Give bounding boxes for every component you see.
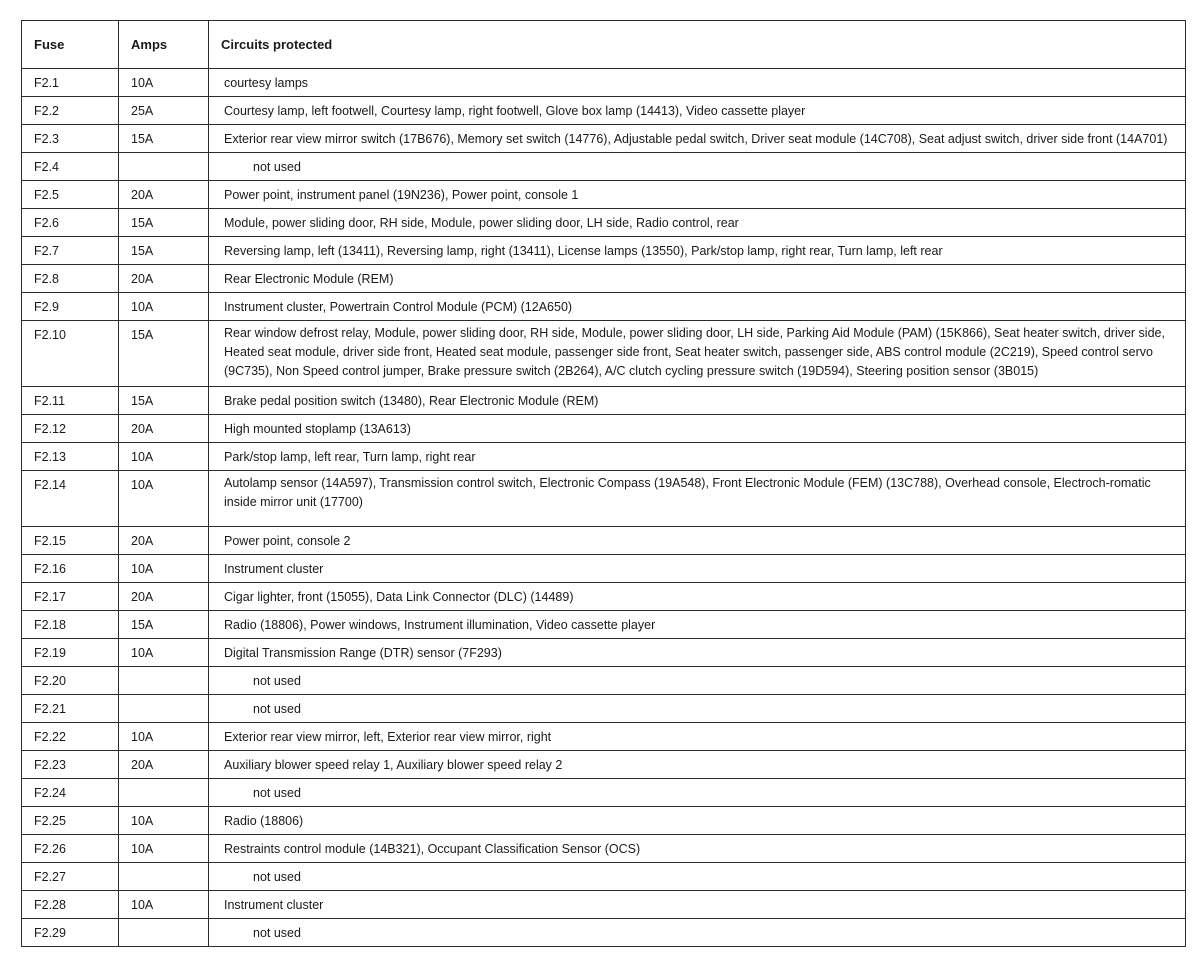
amps-cell: 10A xyxy=(119,639,209,667)
fuse-cell: F2.6 xyxy=(22,209,119,237)
amps-cell xyxy=(119,779,209,807)
amps-cell: 10A xyxy=(119,891,209,919)
table-row xyxy=(22,125,1186,153)
amps-cell xyxy=(119,863,209,891)
fuse-cell: F2.27 xyxy=(22,863,119,891)
fuse-cell: F2.29 xyxy=(22,919,119,947)
circuits-cell: Instrument cluster xyxy=(209,891,1186,919)
circuits-cell: High mounted stoplamp (13A613) xyxy=(209,415,1186,443)
table-row xyxy=(22,97,1186,125)
fuse-cell: F2.9 xyxy=(22,293,119,321)
table-row xyxy=(22,321,1186,387)
fuse-cell: F2.7 xyxy=(22,237,119,265)
table-row xyxy=(22,387,1186,415)
table-row xyxy=(22,779,1186,807)
table-row xyxy=(22,527,1186,555)
amps-cell: 20A xyxy=(119,181,209,209)
table-row xyxy=(22,153,1186,181)
amps-cell: 15A xyxy=(119,387,209,415)
circuits-cell: not used xyxy=(209,863,1186,891)
header-circuits: Circuits protected xyxy=(209,21,1186,69)
amps-cell: 20A xyxy=(119,751,209,779)
table-row xyxy=(22,209,1186,237)
table-row xyxy=(22,471,1186,527)
table-row xyxy=(22,293,1186,321)
table-row xyxy=(22,583,1186,611)
fuse-cell: F2.20 xyxy=(22,667,119,695)
amps-cell: 10A xyxy=(119,471,209,527)
fuse-table xyxy=(21,20,1186,947)
amps-cell: 15A xyxy=(119,209,209,237)
fuse-cell: F2.21 xyxy=(22,695,119,723)
amps-cell: 25A xyxy=(119,97,209,125)
circuits-cell: Radio (18806) xyxy=(209,807,1186,835)
fuse-cell: F2.11 xyxy=(22,387,119,415)
circuits-cell: Digital Transmission Range (DTR) sensor (7F293) xyxy=(209,639,1186,667)
fuse-cell: F2.8 xyxy=(22,265,119,293)
fuse-cell: F2.23 xyxy=(22,751,119,779)
circuits-cell: Rear window defrost relay, Module, power sliding door, RH side, Module, power sliding door, LH side, Parking Aid Module (PAM) (15K866), Seat heater switch, driver side, Heated seat module, driver side front, Heated seat module, passenger side front, Seat heater switch, passenger side, ABS control module (2C219), Speed control servo (9C735), Non Speed control jumper, Brake pressure switch (2B264), A/C clutch cycling pressure switch (19D594), Steering position sensor (3B015) xyxy=(209,321,1186,387)
table-body xyxy=(22,69,1186,947)
fuse-cell: F2.17 xyxy=(22,583,119,611)
amps-cell xyxy=(119,919,209,947)
fuse-cell: F2.2 xyxy=(22,97,119,125)
fuse-cell: F2.16 xyxy=(22,555,119,583)
amps-cell: 20A xyxy=(119,527,209,555)
circuits-cell: Autolamp sensor (14A597), Transmission control switch, Electronic Compass (19A548), Front Electronic Module (FEM) (13C788), Overhead console, Electroch-romatic inside mirror unit (17700) xyxy=(209,471,1186,527)
circuits-cell: Exterior rear view mirror, left, Exterior rear view mirror, right xyxy=(209,723,1186,751)
circuits-cell: Rear Electronic Module (REM) xyxy=(209,265,1186,293)
table-row xyxy=(22,695,1186,723)
circuits-cell: courtesy lamps xyxy=(209,69,1186,97)
circuits-cell: Module, power sliding door, RH side, Module, power sliding door, LH side, Radio control, rear xyxy=(209,209,1186,237)
amps-cell: 10A xyxy=(119,443,209,471)
amps-cell: 20A xyxy=(119,583,209,611)
fuse-cell: F2.10 xyxy=(22,321,119,387)
fuse-cell: F2.26 xyxy=(22,835,119,863)
table-row xyxy=(22,415,1186,443)
table-row xyxy=(22,555,1186,583)
fuse-cell: F2.12 xyxy=(22,415,119,443)
table-row xyxy=(22,667,1186,695)
amps-cell: 15A xyxy=(119,125,209,153)
amps-cell: 10A xyxy=(119,555,209,583)
fuse-cell: F2.25 xyxy=(22,807,119,835)
amps-cell: 10A xyxy=(119,293,209,321)
fuse-cell: F2.14 xyxy=(22,471,119,527)
table-row xyxy=(22,919,1186,947)
fuse-cell: F2.5 xyxy=(22,181,119,209)
table-row xyxy=(22,443,1186,471)
header-amps: Amps xyxy=(119,21,209,69)
fuse-cell: F2.15 xyxy=(22,527,119,555)
table-row xyxy=(22,265,1186,293)
table-row xyxy=(22,891,1186,919)
amps-cell: 15A xyxy=(119,237,209,265)
circuits-cell: not used xyxy=(209,919,1186,947)
circuits-cell: not used xyxy=(209,695,1186,723)
amps-cell: 10A xyxy=(119,69,209,97)
circuits-cell: Reversing lamp, left (13411), Reversing lamp, right (13411), License lamps (13550), Park/stop lamp, right rear, Turn lamp, left rear xyxy=(209,237,1186,265)
table-row xyxy=(22,751,1186,779)
fuse-cell: F2.22 xyxy=(22,723,119,751)
amps-cell: 10A xyxy=(119,723,209,751)
table-row xyxy=(22,639,1186,667)
circuits-cell: Cigar lighter, front (15055), Data Link Connector (DLC) (14489) xyxy=(209,583,1186,611)
table-header-row xyxy=(22,21,1186,69)
circuits-cell: Instrument cluster xyxy=(209,555,1186,583)
fuse-cell: F2.1 xyxy=(22,69,119,97)
table-row xyxy=(22,863,1186,891)
circuits-cell: Auxiliary blower speed relay 1, Auxiliary blower speed relay 2 xyxy=(209,751,1186,779)
circuits-cell: Power point, console 2 xyxy=(209,527,1186,555)
amps-cell: 10A xyxy=(119,807,209,835)
circuits-cell: Park/stop lamp, left rear, Turn lamp, right rear xyxy=(209,443,1186,471)
amps-cell xyxy=(119,153,209,181)
circuits-cell: Brake pedal position switch (13480), Rear Electronic Module (REM) xyxy=(209,387,1186,415)
table-row xyxy=(22,181,1186,209)
amps-cell xyxy=(119,695,209,723)
header-fuse: Fuse xyxy=(22,21,119,69)
circuits-cell: Exterior rear view mirror switch (17B676), Memory set switch (14776), Adjustable pedal switch, Driver seat module (14C708), Seat adjust switch, driver side front (14A701) xyxy=(209,125,1186,153)
circuits-cell: not used xyxy=(209,153,1186,181)
circuits-cell: Restraints control module (14B321), Occupant Classification Sensor (OCS) xyxy=(209,835,1186,863)
amps-cell: 15A xyxy=(119,321,209,387)
table-row xyxy=(22,807,1186,835)
amps-cell: 15A xyxy=(119,611,209,639)
fuse-cell: F2.4 xyxy=(22,153,119,181)
circuits-cell: Courtesy lamp, left footwell, Courtesy lamp, right footwell, Glove box lamp (14413), Video cassette player xyxy=(209,97,1186,125)
fuse-cell: F2.3 xyxy=(22,125,119,153)
fuse-cell: F2.24 xyxy=(22,779,119,807)
table-row xyxy=(22,237,1186,265)
fuse-cell: F2.28 xyxy=(22,891,119,919)
table-row xyxy=(22,69,1186,97)
fuse-cell: F2.19 xyxy=(22,639,119,667)
amps-cell: 10A xyxy=(119,835,209,863)
amps-cell: 20A xyxy=(119,415,209,443)
table-row xyxy=(22,723,1186,751)
circuits-cell: not used xyxy=(209,779,1186,807)
circuits-cell: not used xyxy=(209,667,1186,695)
circuits-cell: Radio (18806), Power windows, Instrument illumination, Video cassette player xyxy=(209,611,1186,639)
amps-cell xyxy=(119,667,209,695)
table-row xyxy=(22,835,1186,863)
fuse-cell: F2.18 xyxy=(22,611,119,639)
circuits-cell: Power point, instrument panel (19N236), Power point, console 1 xyxy=(209,181,1186,209)
amps-cell: 20A xyxy=(119,265,209,293)
circuits-cell: Instrument cluster, Powertrain Control Module (PCM) (12A650) xyxy=(209,293,1186,321)
fuse-cell: F2.13 xyxy=(22,443,119,471)
table-row xyxy=(22,611,1186,639)
